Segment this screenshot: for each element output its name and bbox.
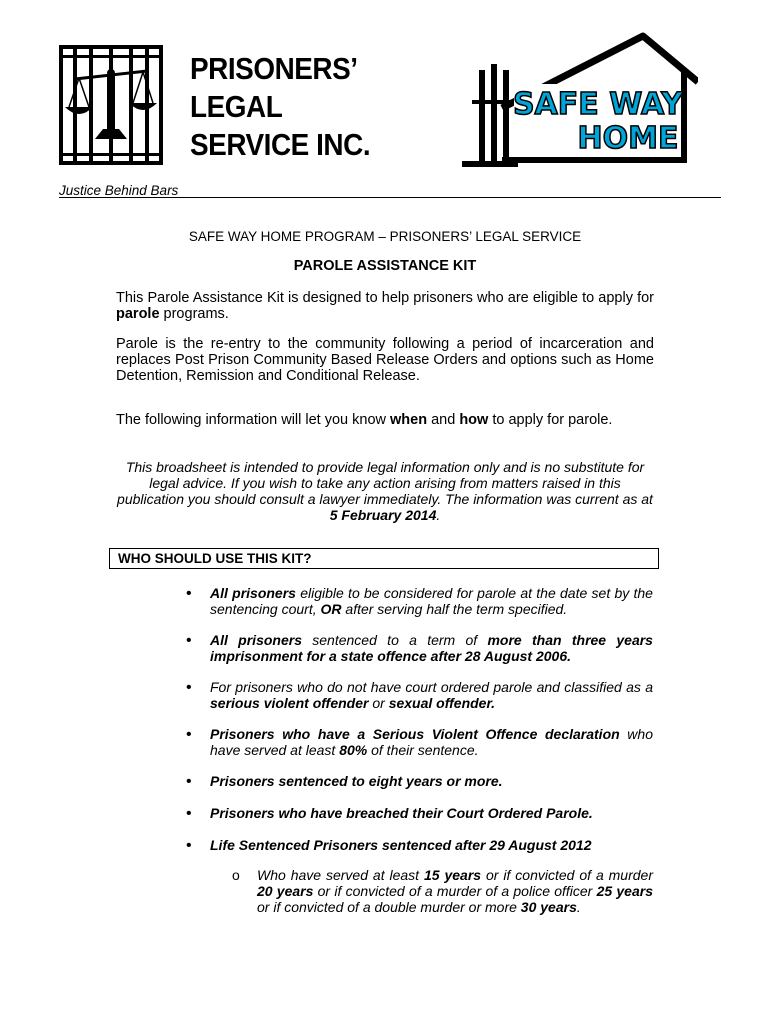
list-item: Life Sentenced Prisoners sentenced after 29 August 2012: [210, 837, 592, 853]
list-item: Prisoners who have breached their Court Ordered Parole.: [210, 805, 593, 821]
list-item: Prisoners who have a Serious Violent Offence declaration who have served at least 80% of their sentence.: [210, 726, 653, 758]
list-item: For prisoners who do not have court ordered parole and classified as a serious violent offender or sexual offender.: [210, 679, 653, 711]
bullet-icon: •: [186, 585, 192, 602]
bullet-icon: •: [186, 632, 192, 649]
bullet-icon: •: [186, 726, 192, 743]
sub-list-item: Who have served at least 15 years or if convicted of a murder 20 years or if convicted of a murder of a police officer 25 years or if convicted of a double murder or more 30 years.: [257, 867, 653, 915]
list-item: All prisoners sentenced to a term of more than three years imprisonment for a state offence after 28 August 2006.: [210, 632, 653, 664]
bullet-icon: •: [186, 773, 192, 790]
org-name-line-2: LEGAL: [190, 89, 283, 124]
prisoners-legal-service-logo: [59, 45, 163, 165]
tagline: Justice Behind Bars: [59, 183, 179, 198]
page-title: PAROLE ASSISTANCE KIT: [293, 258, 477, 274]
safe-way-home-logo: [458, 30, 698, 170]
section-heading: WHO SHOULD USE THIS KIT?: [118, 551, 312, 566]
logo-home-text: HOME: [577, 121, 679, 156]
legal-disclaimer: This broadsheet is intended to provide legal information only and is no substitute for legal advice. If you wish to take any action arising from matters raised in this publication you should consult a lawyer immediately. The information was current as at 5 February 2014.: [117, 459, 653, 523]
intro-paragraph: This Parole Assistance Kit is designed to help prisoners who are eligible to apply for parole programs.: [116, 290, 654, 322]
program-line: SAFE WAY HOME PROGRAM – PRISONERS’ LEGAL SERVICE: [188, 229, 582, 244]
organisation-name: [190, 50, 370, 164]
bullet-icon: •: [186, 805, 192, 822]
list-item: All prisoners eligible to be considered for parole at the date set by the sentencing court, OR after serving half the term specified.: [210, 585, 653, 617]
parole-definition-paragraph: Parole is the re-entry to the community following a period of incarceration and replaces Post Prison Community Based Release Orders and options such as Home Detention, Remission and Conditional Release.: [116, 336, 654, 384]
bullet-icon: •: [186, 837, 192, 854]
logo-safe-way-text: SAFE WAY: [512, 87, 684, 122]
bullet-icon: •: [186, 679, 192, 696]
sub-bullet-icon: o: [232, 867, 240, 883]
org-name-line-3: SERVICE INC.: [190, 127, 371, 162]
header-divider: [59, 197, 721, 198]
org-name-line-1: PRISONERS’: [190, 51, 358, 86]
list-item: Prisoners sentenced to eight years or more.: [210, 773, 503, 789]
following-info-paragraph: The following information will let you know when and how to apply for parole.: [116, 412, 613, 428]
